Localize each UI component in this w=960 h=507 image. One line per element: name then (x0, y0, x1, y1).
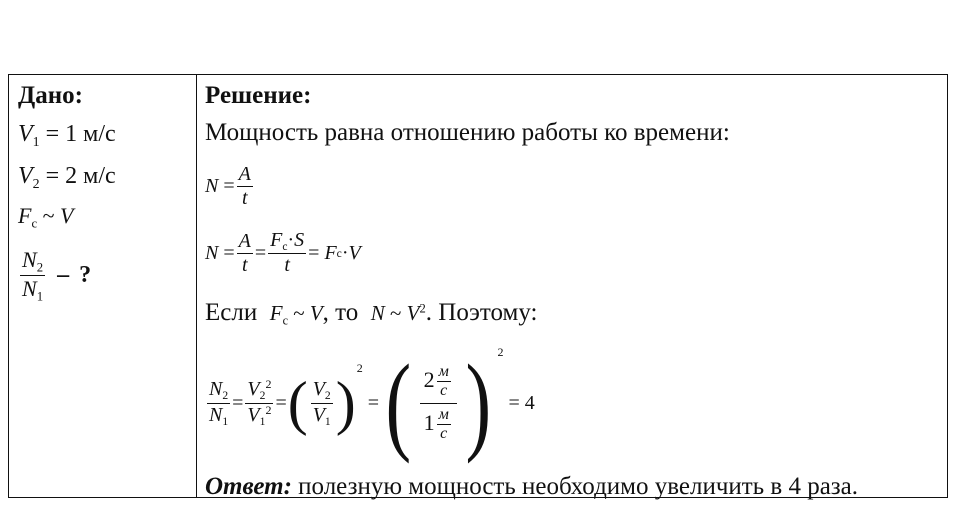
given-v1: $V_1 = 1$ м/с (18, 121, 116, 150)
question-mark: ? (79, 262, 92, 289)
given-ratio-question: $\frac{N_2}{N_1}$ – ? (22, 247, 92, 304)
if-word: Если (205, 299, 258, 326)
column-divider (196, 75, 197, 497)
answer-label: Ответ: (205, 473, 292, 500)
problem-table (8, 74, 948, 498)
given-v2: $V_2 = 2$ м/с (18, 163, 116, 192)
condition-line: Если $F_c$ ~ V, то N ~ $V^2$. Поэтому: (205, 299, 538, 328)
formula-power-definition: N = $\frac{A}{t}$ (205, 163, 251, 209)
v2-value: 2 м/с (65, 163, 116, 189)
given-header: Дано: (18, 82, 83, 109)
ratio-fraction: $\frac{N_2}{N_1}$ (22, 247, 44, 304)
formula-power-force-velocity: N = $\frac{A}{t}$ = $\frac{F_c\cdot S}{t}$ = F c · V (205, 229, 361, 277)
solution-column (205, 81, 940, 500)
answer-text: полезную мощность необходимо увеличить в 4 раза. (298, 473, 859, 500)
given-fc-proportional: $F_c$ ~ V (18, 203, 74, 231)
solution-header: Решение: (205, 82, 312, 109)
solution-intro: Мощность равна отношению работы ко времени: (205, 119, 730, 146)
then-word: , то (322, 299, 359, 326)
v1-value: 1 м/с (65, 121, 116, 147)
therefore-word: . Поэтому: (425, 299, 538, 326)
answer-line (205, 473, 858, 501)
given-column (18, 81, 188, 304)
formula-ratio-calculation: $\frac{N_2}{N_1}$ = $\frac{V_2^2}{V_1^2}$ = ( $\frac{V_2}{V_1}$ ) 2 = ( 2 $\frac{м}{с}$ 1 $\frac{м}{с}$ ) 2 = 4 (209, 342, 535, 464)
result-value: 4 (524, 391, 535, 414)
